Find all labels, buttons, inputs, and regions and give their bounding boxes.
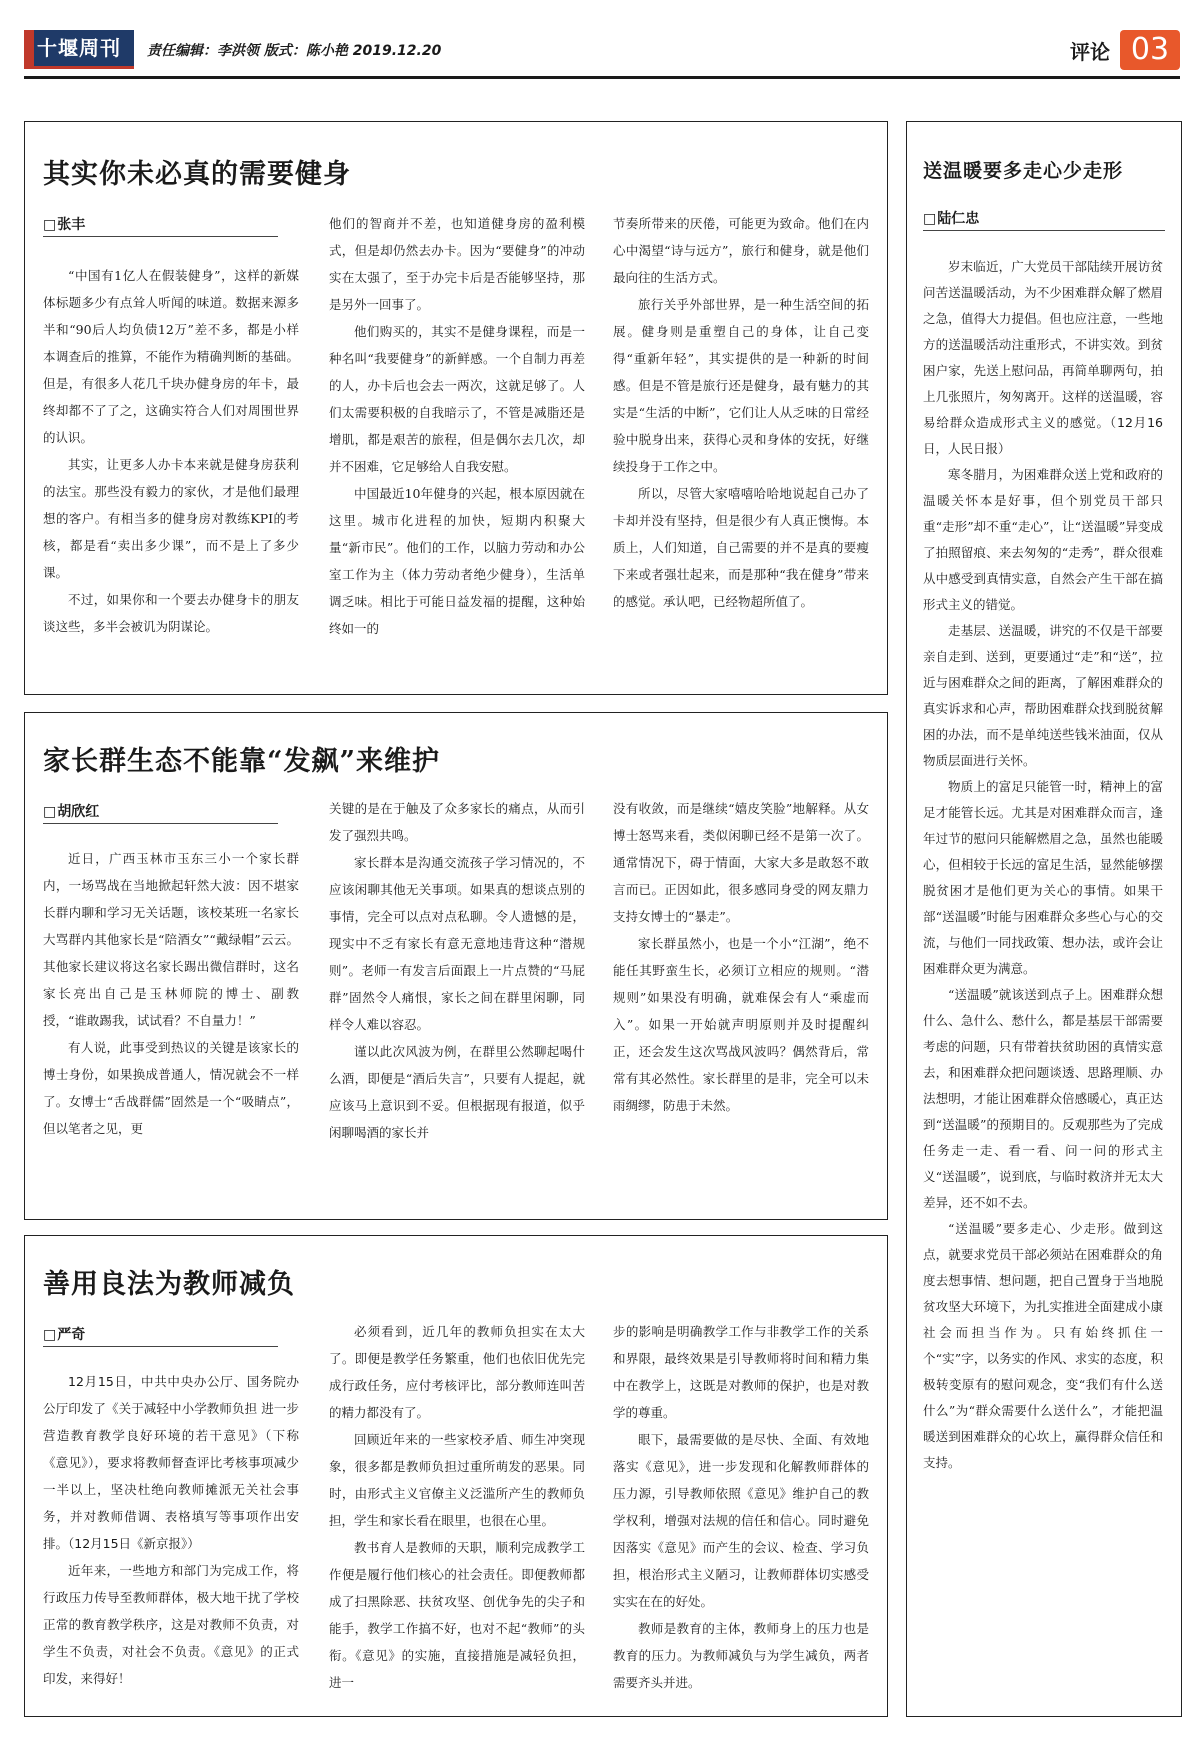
sidebar-column: 岁末临近，广大党员干部陆续开展访贫问苦送温暖活动，为不少困难群众解了燃眉之急，值得大力提倡。但也应注意，一些地方的送温暖活动注重形式，不讲实效。到贫困户家，先送上慰问品，再简单聊两句，拍上几张照片，匆匆离开。这样的送温暖，容易给群众造成形式主义的感觉。（12月16日，人民日报） 寒冬腊月，为困难群众送上党和政府的温暖关怀本是好事，但个别党员干部只重“走形”却不重“走心”，让“送温暖”异变成了拍照留痕、来去匆匆的“走秀”，群众很难从中感受到真情实意，自然会产生干部在搞形式主义的错觉。 走基层、送温暖，讲究的不仅是干部要亲自走到、送到，更要通过“走”和“送”，拉近与困难群众之间的距离，了解困难群众的真实诉求和心声，帮助困难群众找到脱贫解困的办法，而不是单纯送些钱米油面，仅从物质层面进行关怀。 物质上的富足只能管一时，精神上的富足才能管长远。尤其是对困难群众而言，逢年过节的慰问只能解燃眉之急，虽然也能暖心，但相较于长远的富足生活，显然能够摆脱贫困才是他们更为关心的事情。如果干部“送温暖”时能与困难群众多些心与心的交流，与他们一同找政策、想办法，或许会让困难群众更为满意。 “送温暖”就该送到点子上。困难群众想什么、急什么、愁什么，都是基层干部需要考虑的问题，只有带着扶贫助困的真情实意去，和困难群众把问题谈透、思路理顺、办法想明，才能让困难群众倍感暖心，真正达到“送温暖”的预期目的。反观那些为了完成任务走一走、看一看、问一问的形式主义“送温暖”，说到底，与临时救济并无太大差异，还不如不去。 “送温暖”要多走心、少走形。做到这点，就要求党员干部必须站在困难群众的角度去想事情、想问题，把自己置身于当地脱贫攻坚大环境下，为扎实推进全面建成小康社会而担当作为。只有始终抓住一个“实”字，以务实的作风、求实的态度，积极转变原有的慰问观念，变“我们有什么送什么”为“群众需要什么送什么”，才能把温暖送到困难群众的心坎上，赢得群众信任和支持。 bbox=[923, 259, 1163, 1470]
article-parent-group bbox=[24, 712, 888, 1220]
article-author: □ 陆仁忠 bbox=[923, 208, 979, 228]
column-3: 没有收敛，而是继续“嬉皮笑脸”地解释。从女博士怒骂来看，类似闲聊已经不是第一次了。通常情况下，碍于情面，大家大多是敢怒不敢言而已。正因如此，很多感同身受的网友鼎力支持女博士的“暴走”。 家长群虽然小，也是一个小“江湖”，绝不能任其野蛮生长，必须订立相应的规则。“潜规则”如果没有明确，就难保会有人“乘虚而入”。如果一开始就声明原则并及时提醒纠正，还会发生这次骂战风波吗？偶然背后，常常有其必然性。家长群里的是非，完全可以未雨绸缪，防患于未然。 bbox=[613, 801, 869, 1113]
byline-rule bbox=[43, 823, 278, 824]
article-title: 送温暖要多走心少走形 bbox=[923, 160, 1124, 182]
byline-rule bbox=[43, 1346, 278, 1347]
sidebar-article-warmth bbox=[906, 121, 1182, 1717]
article-author: □ 张丰 bbox=[43, 214, 85, 234]
article-author: □ 胡欣红 bbox=[43, 801, 99, 821]
page-number: 03 bbox=[1120, 30, 1180, 70]
byline-rule bbox=[923, 230, 1165, 231]
editor-line: 责任编辑：李洪领 版式：陈小艳 2019.12.20 bbox=[147, 43, 442, 59]
byline-rule bbox=[43, 236, 278, 237]
article-fitness bbox=[24, 121, 888, 695]
masthead-logo: 十堰周刊 bbox=[24, 30, 134, 69]
article-title: 其实你未必真的需要健身 bbox=[43, 159, 351, 190]
column-2: 他们的智商并不差，也知道健身房的盈利模式，但是却仍然去办卡。因为“要健身”的冲动实在太强了，至于办完卡后是否能够坚持，那是另外一回事了。 他们购买的，其实不是健身课程，而是一种名叫“我要健身”的新鲜感。一个自制力再差的人，办卡后也会去一两次，这就足够了。人们太需要积极的自我暗示了，不管是减脂还是增肌，都是艰苦的旅程，但是偶尔去几次，却并不困难，它足够给人自我安慰。 中国最近10年健身的兴起，根本原因就在这里。城市化进程的加快，短期内积聚大量“新市民”。他们的工作，以脑力劳动和办公室工作为主（体力劳动者绝少健身），生活单调乏味。相比于可能日益发福的提醒，这种始终如一的 bbox=[329, 216, 585, 636]
article-title: 家长群生态不能靠“发飙”来维护 bbox=[43, 746, 441, 777]
column-2: 必须看到，近几年的教师负担实在太大了。即便是教学任务繁重，他们也依旧优先完成行政任务，应付考核评比，部分教师连叫苦的精力都没有了。 回顾近年来的一些家校矛盾、师生冲突现象，很多都是教师负担过重所萌发的恶果。同时，由形式主义官僚主义泛滥所产生的教师负担，学生和家长看在眼里，也很在心里。 教书育人是教师的天职，顺利完成教学工作便是履行他们核心的社会责任。即便教师都成了扫黑除恶、扶贫攻坚、创优争先的尖子和能手，教学工作搞不好，也对不起“教师”的头衔。《意见》的实施，直接措施是减轻负担，进一 bbox=[329, 1324, 585, 1690]
article-title: 善用良法为教师减负 bbox=[43, 1269, 295, 1300]
page-header bbox=[24, 30, 1180, 72]
column-1: “中国有1亿人在假装健身”，这样的新媒体标题多少有点耸人听闻的味道。数据来源多半和“90后人均负债12万”差不多，都是小样本调查后的推算，不能作为精确判断的基础。但是，有很多人花几千块办健身房的年卡，最终却都不了了之，这确实符合人们对周围世界的认识。 其实，让更多人办卡本来就是健身房获利的法宝。那些没有毅力的家伙，才是他们最理想的客户。有相当多的健身房对教练KPI的考核，都是看“卖出多少课”，而不是上了多少课。 不过，如果你和一个要去办健身卡的朋友谈这些，多半会被讥为阴谋论。 bbox=[43, 268, 299, 634]
section-label: 评论 bbox=[1070, 40, 1110, 64]
column-1: 12月15日，中共中央办公厅、国务院办公厅印发了《关于减轻中小学教师负担 进一步营造教育教学良好环境的若干意见》（下称《意见》），要求将教师督查评比考核事项减少一半以上，坚决杜绝向教师摊派无关社会事务，并对教师借调、表格填写等事项作出安排。（12月15日《新京报》） 近年来，一些地方和部门为完成工作，将行政压力传导至教师群体，极大地干扰了学校正常的教育教学秩序，这是对教师不负责，对学生不负责，对社会不负责。《意见》的正式印发，来得好！ bbox=[43, 1374, 299, 1686]
header-rule bbox=[24, 76, 1180, 79]
column-2: 关键的是在于触及了众多家长的痛点，从而引发了强烈共鸣。 家长群本是沟通交流孩子学习情况的，不应该闲聊其他无关事项。如果真的想谈点别的事情，完全可以点对点私聊。令人遗憾的是，现实中不乏有家长有意无意地违背这种“潜规则”。老师一有发言后面跟上一片点赞的“马屁群”固然令人痛恨，家长之间在群里闲聊，同样令人难以容忍。 谨以此次风波为例，在群里公然聊起喝什么酒，即便是“酒后失言”，只要有人提起，就应该马上意识到不妥。但根据现有报道，似乎闲聊喝酒的家长并 bbox=[329, 801, 585, 1140]
column-1: 近日，广西玉林市玉东三小一个家长群内，一场骂战在当地掀起轩然大波：因不堪家长群内聊和学习无关话题，该校某班一名家长大骂群内其他家长是“陪酒女”“戴绿帽”云云。其他家长建议将这名家长踢出微信群时，这名家长亮出自己是玉林师院的博士、副教授，“谁敢踢我，试试看？不自量力！” 有人说，此事受到热议的关键是该家长的博士身份，如果换成普通人，情况就会不一样了。女博士“舌战群儒”固然是一个“吸睛点”，但以笔者之见，更 bbox=[43, 851, 299, 1136]
article-author: □ 严奇 bbox=[43, 1324, 85, 1344]
article-teacher-burden bbox=[24, 1235, 888, 1717]
column-3: 节奏所带来的厌倦，可能更为致命。他们在内心中渴望“诗与远方”，旅行和健身，就是他们最向往的生活方式。 旅行关乎外部世界，是一种生活空间的拓展。健身则是重塑自己的身体，让自己变得“重新年轻”，其实提供的是一种新的时间感。但是不管是旅行还是健身，最有魅力的其实是“生活的中断”，它们让人从乏味的日常经验中脱身出来，获得心灵和身体的安抚，好继续投身于工作之中。 所以，尽管大家嘻嘻哈哈地说起自己办了卡却并没有坚持，但是很少有人真正懊悔。本质上，人们知道，自己需要的并不是真的要瘦下来或者强壮起来，而是那种“我在健身”带来的感觉。承认吧，已经物超所值了。 bbox=[613, 216, 869, 609]
column-3: 步的影响是明确教学工作与非教学工作的关系和界限，最终效果是引导教师将时间和精力集中在教学上，这既是对教师的保护，也是对教学的尊重。 眼下，最需要做的是尽快、全面、有效地落实《意见》，进一步发现和化解教师群体的压力源，引导教师依照《意见》维护自己的教学权利，增强对法规的信任和信心。同时避免因落实《意见》而产生的会议、检查、学习负担，根治形式主义陋习，让教师群体切实感受实实在在的好处。 教师是教育的主体，教师身上的压力也是教育的压力。为教师减负与为学生减负，两者需要齐头并进。 bbox=[613, 1324, 869, 1690]
